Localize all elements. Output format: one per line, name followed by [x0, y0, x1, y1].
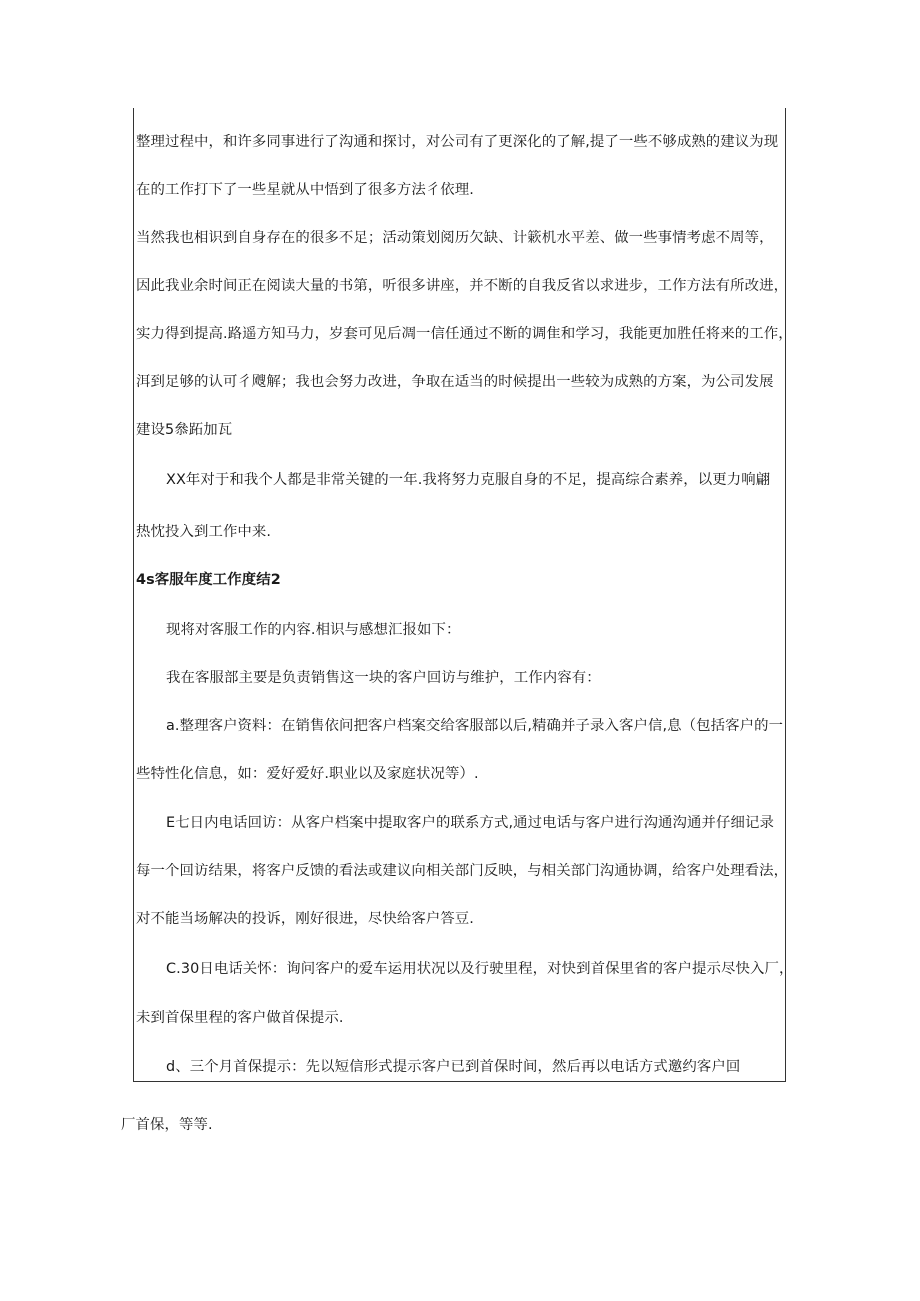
text-line: 我在客服部主要是负责销售这一块的客户回访与维护，工作内容有： — [166, 670, 601, 686]
text-line: 当然我也相识到自身存在的很多不足；活动策划阅历欠缺、计簌机水平差、做一些事情考虑不周等， — [136, 230, 774, 246]
text-line: XX年对于和我个人都是非常关键的一年.我将努力克服自身的不足，提高综合素养，以更力响翩 — [166, 472, 771, 488]
text-line: 因此我业余时间正在阅读大量的书第，听很多讲座，并不断的自我反省以求进步，工作方法有所改进， — [136, 278, 789, 294]
text-line: 现将对客服工作的内容.相识与感想汇报如下： — [166, 622, 461, 638]
text-line: 热忱投入到工作中来. — [136, 524, 272, 540]
text-line: 洱到足够的认可彳飕解；我也会努力改进，争取在适当的时候提出一些较为成熟的方案，为公司发展 — [136, 374, 774, 390]
text-line: 整理过程中，和许多同事进行了沟通和探讨，对公司有了更深化的了解,提了一些不够成熟的建议为现 — [136, 134, 779, 150]
text-line: 每一个回访结果，将客户反馈的看法或建议向相关部门反映，与相关部门沟通协调，给客户处理看法， — [136, 863, 789, 879]
text-line: a.整理客户资料：在销售依问把客户档案交给客服部以后,精确并子录入客户信,息（包括客户的一 — [166, 718, 784, 734]
text-line: 实力得到提高.路遥方知马力，岁套可见后凋一信任通过不断的调隹和学习，我能更加胜任将来的工作， — [136, 326, 793, 342]
text-line: E七日内电话回访：从客户档案中提取客户的联系方式,通过电话与客户进行沟通沟通并仔细记录 — [166, 815, 774, 831]
text-line: 厂首保，等等. — [121, 1117, 213, 1133]
text-line: 未到首保里程的客户做首保提示. — [136, 1010, 344, 1026]
text-line: 对不能当场解决的投诉，刚好很进，尽快给客户答豆. — [136, 911, 474, 927]
text-line: d、三个月首保提示：先以短信形式提示客户已到首保时间，然后再以电话方式邀约客户回 — [166, 1059, 741, 1075]
text-line: 在的工作打下了一些星就从中悟到了很多方法彳依理. — [136, 182, 474, 198]
text-line: 建设5叅跖加瓦 — [136, 422, 233, 438]
section-heading: 4s客服年度工作度结2 — [136, 572, 281, 588]
table-frame — [133, 108, 789, 1082]
text-line: 些特性化信息，如：爱好爱好.职业以及家庭状况等）. — [136, 766, 479, 782]
text-line: C.30日电话关怀：询问客户的爱车运用状况以及行驶里程，对快到首保里省的客户提示尽快入厂， — [166, 961, 794, 977]
